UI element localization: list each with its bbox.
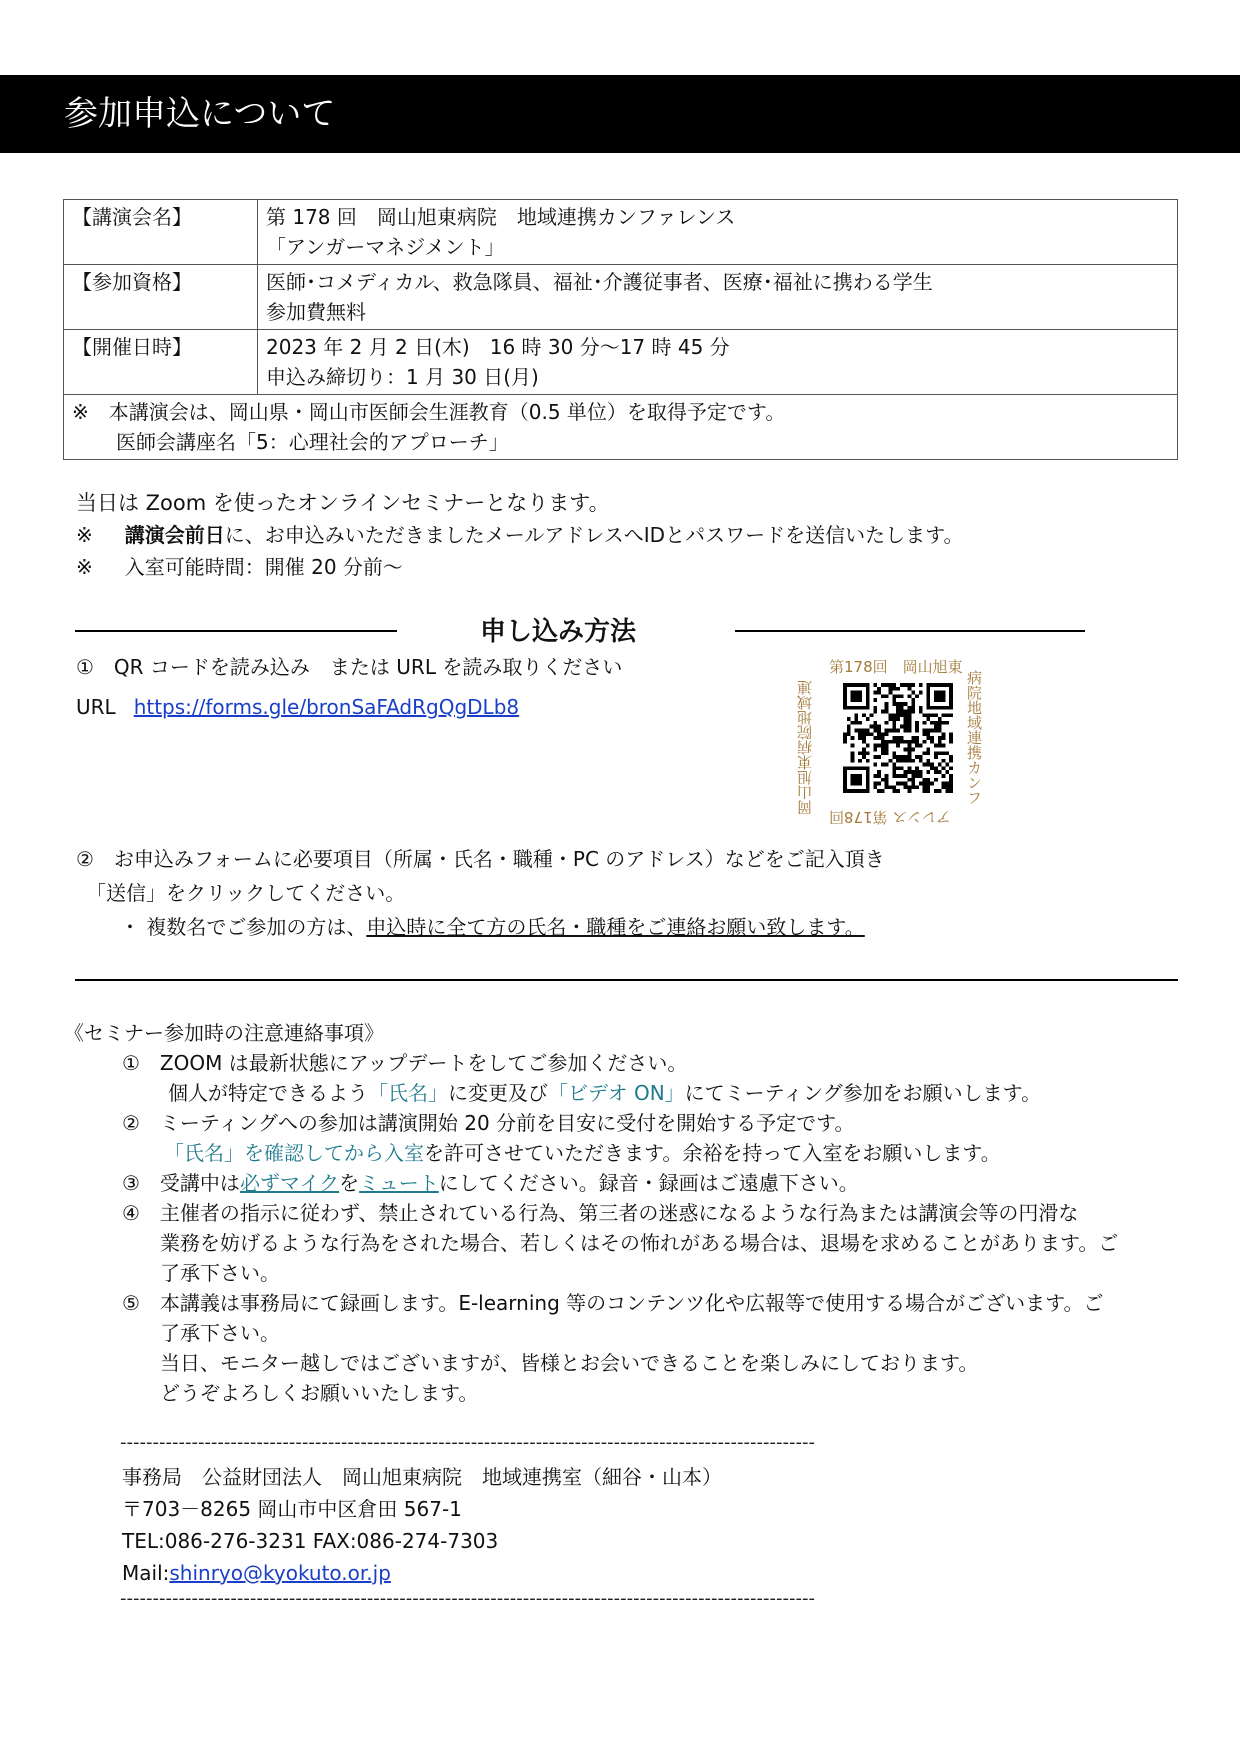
closing-line1: 当日、モニター越しではございますが、皆様とお会いできることを楽しみにしております。 bbox=[160, 1351, 979, 1375]
id-notice-text: に、お申込みいただきましたメールアドレスへIDとパスワードを送信いたします。 bbox=[224, 523, 964, 547]
note-5-line1: ⑤ 本講義は事務局にて録画します。E-learning 等のコンテンツ化や広報等で使用する場合がございます。ご bbox=[122, 1291, 1104, 1315]
deadline: 申込み締切り：1 月 30 日(月) bbox=[266, 365, 539, 389]
entry-time-notice bbox=[76, 552, 403, 582]
note-4-line1: ④ 主催者の指示に従わず、禁止されている行為、第三者の迷惑になるような行為または講演会等の円滑な bbox=[122, 1201, 1079, 1225]
date-label: 【開催日時】 bbox=[64, 330, 258, 395]
qualify-label: 【参加資格】 bbox=[64, 265, 258, 330]
name-check-highlight: 「氏名」を確認してから入室 bbox=[164, 1141, 424, 1165]
qualify-fee: 参加費無料 bbox=[266, 300, 366, 324]
name-highlight: 「氏名」 bbox=[368, 1081, 448, 1105]
note-text: を許可させていただきます。余裕を持って入室をお願いします。 bbox=[424, 1141, 1001, 1165]
step2-line1: ② お申込みフォームに必要項目（所属・氏名・職種・PC のアドレス）などをご記入頂き bbox=[76, 847, 885, 871]
form-url-link[interactable]: https://forms.gle/bronSaFAdRgQgDLb8 bbox=[133, 695, 520, 719]
divider-left bbox=[75, 630, 397, 632]
note-text: ③ 受講中は bbox=[122, 1171, 240, 1195]
credit-note-line: ※ 本講演会は、岡山県・岡山市医師会生涯教育（0.5 単位）を取得予定です。 bbox=[72, 400, 786, 424]
note-text: にしてください。録音・録画はご遠慮下さい。 bbox=[438, 1171, 859, 1195]
notes-heading: 《セミナー参加時の注意連絡事項》 bbox=[64, 1021, 384, 1045]
mail-label: Mail: bbox=[122, 1561, 170, 1585]
online-notice: 当日は Zoom を使ったオンラインセミナーとなります。 bbox=[76, 491, 610, 515]
note-1-line1: ① ZOOM は最新状態にアップデートをしてご参加ください。 bbox=[122, 1051, 688, 1075]
mail-link[interactable]: shinryo@kyokuto.or.jp bbox=[169, 1561, 391, 1585]
mute-highlight: ミュート bbox=[359, 1171, 439, 1195]
multi-applicant-text: ・ 複数名でご参加の方は、 bbox=[120, 915, 367, 939]
dashed-divider-top: ----------------------------------------------------------------------------------------------------------- bbox=[120, 1432, 815, 1453]
table-row bbox=[64, 395, 1178, 460]
qr-caption-bottom: アレンス 第178回 bbox=[829, 808, 951, 826]
lecture-name: 第 178 回 岡山旭東病院 地域連携カンファレンス bbox=[266, 205, 736, 229]
id-notice bbox=[76, 520, 963, 550]
step2-line3 bbox=[120, 912, 865, 942]
event-info-table bbox=[63, 199, 1178, 460]
table-row bbox=[64, 330, 1178, 395]
divider-right bbox=[735, 630, 1085, 632]
office-name: 事務局 公益財団法人 岡山旭東病院 地域連携室（細谷・山本） bbox=[122, 1465, 722, 1489]
qr-code-icon[interactable] bbox=[843, 683, 953, 793]
video-highlight: 「ビデオ ON」 bbox=[548, 1081, 685, 1105]
note-text: にてミーティング参加をお願いします。 bbox=[684, 1081, 1042, 1105]
credit-course-name: 医師会講座名「5：心理社会的アプローチ」 bbox=[116, 430, 509, 454]
apply-title: 申し込み方法 bbox=[480, 617, 637, 647]
credit-note bbox=[64, 395, 1178, 460]
url-row bbox=[76, 692, 519, 722]
entry-time-text: 入室可能時間：開催 20 分前～ bbox=[124, 555, 403, 579]
note-text: 個人が特定できるよう bbox=[168, 1081, 368, 1105]
lecture-theme: 「アンガーマネジメント」 bbox=[266, 235, 505, 259]
id-notice-bold: 講演会前日 bbox=[124, 523, 225, 547]
page-title: 参加申込について bbox=[64, 94, 336, 134]
qr-caption-left: 岡山旭東病院地域連 bbox=[796, 680, 814, 815]
table-row bbox=[64, 200, 1178, 265]
qualify-value bbox=[258, 265, 1178, 330]
note-mark: ※ bbox=[76, 555, 93, 579]
note-3 bbox=[122, 1168, 859, 1198]
event-datetime: 2023 年 2 月 2 日(木) 16 時 30 分～17 時 45 分 bbox=[266, 335, 730, 359]
qualify-audience: 医師･コメディカル、救急隊員、福祉･介護従事者、医療･福祉に携わる学生 bbox=[266, 270, 933, 294]
multi-applicant-emphasis: 申込時に全て方の氏名・職種をご連絡お願い致します。 bbox=[366, 915, 865, 939]
note-4-line3: 了承下さい。 bbox=[160, 1261, 280, 1285]
note-4-line2: 業務を妨げるような行為をされた場合、若しくはその怖れがある場合は、退場を求めることがあります。ご bbox=[160, 1231, 1119, 1255]
qr-caption-right: 病院地域連携カンフ bbox=[965, 670, 983, 805]
note-mark: ※ bbox=[76, 523, 93, 547]
note-2-line1: ② ミーティングへの参加は講演開始 20 分前を目安に受付を開始する予定です。 bbox=[122, 1111, 855, 1135]
date-value bbox=[258, 330, 1178, 395]
step1-text: ① QR コードを読み込み または URL を読み取りください bbox=[76, 655, 623, 679]
office-phone: TEL:086-276-3231 FAX:086-274-7303 bbox=[122, 1529, 499, 1553]
section-divider bbox=[75, 979, 1178, 981]
note-text: に変更及び bbox=[448, 1081, 548, 1105]
closing-line2: どうぞよろしくお願いいたします。 bbox=[160, 1381, 479, 1405]
qr-caption-top: 第178回 岡山旭東 bbox=[829, 658, 963, 676]
note-1-line2 bbox=[168, 1078, 1041, 1108]
mic-highlight: 必ずマイク bbox=[239, 1171, 340, 1195]
dashed-divider-bottom: ----------------------------------------------------------------------------------------------------------- bbox=[120, 1588, 815, 1609]
note-2-line2 bbox=[164, 1138, 1001, 1168]
url-label: URL bbox=[76, 695, 116, 719]
note-5-line2: 了承下さい。 bbox=[160, 1321, 280, 1345]
step2-line2: 「送信」をクリックしてください。 bbox=[86, 881, 406, 905]
office-address: 〒703－8265 岡山市中区倉田 567-1 bbox=[122, 1497, 462, 1521]
lecture-value bbox=[258, 200, 1178, 265]
table-row bbox=[64, 265, 1178, 330]
office-mail bbox=[122, 1558, 391, 1588]
note-text: を bbox=[339, 1171, 360, 1195]
lecture-label: 【講演会名】 bbox=[64, 200, 258, 265]
